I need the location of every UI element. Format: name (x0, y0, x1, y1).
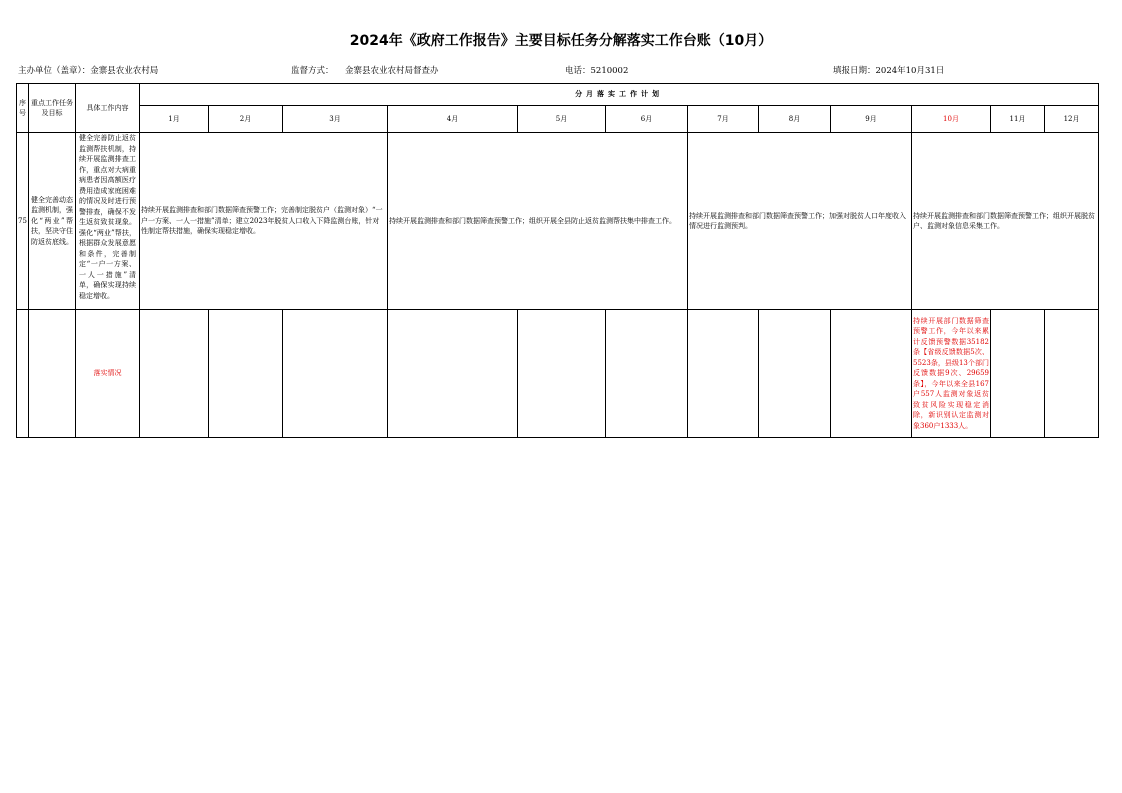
impl-empty (17, 310, 29, 438)
month-header-row (17, 106, 1099, 133)
impl-month-cell (688, 310, 759, 438)
plan-q3-cell (688, 133, 912, 310)
implementation-row (17, 310, 1099, 438)
report-date: 填报日期：2024年10月31日 (833, 66, 945, 76)
page-title: 2024年《政府工作报告》主要目标任务分解落实工作台账（10月） (349, 33, 773, 49)
month-header: 2月 (209, 106, 283, 133)
plan-q3: 持续开展监测排查和部门数据筛查预警工作；加强对脱贫人口年度收入情况进行监测预判。 (689, 211, 906, 230)
month-header-active: 10月 (912, 106, 991, 133)
header-key-task: 重点工作任务及目标 (29, 84, 76, 133)
month-header: 5月 (518, 106, 606, 133)
impl-empty (29, 310, 76, 438)
impl-month-cell (831, 310, 912, 438)
row-key-task-cell (29, 133, 76, 310)
month-header: 6月 (606, 106, 688, 133)
supervision-value: 金寨县农业农村局督查办 (345, 66, 439, 76)
month-header: 9月 (831, 106, 912, 133)
task-ledger-table (16, 83, 1099, 438)
plan-q1-cell (140, 133, 388, 310)
impl-month-cell (283, 310, 388, 438)
impl-month-cell (518, 310, 606, 438)
row-key-task: 健全完善动态监测机制，强化“两业”帮扶，坚决守住防返贫底线。 (31, 195, 73, 246)
impl-month-cell (209, 310, 283, 438)
organizer-label: 主办单位（盖章）：金寨县农业农村局 (18, 66, 159, 76)
month-header: 8月 (759, 106, 831, 133)
table-row (17, 133, 1099, 310)
plan-q1: 持续开展监测排查和部门数据筛查预警工作；完善制定脱贫户（监测对象）“一户一方案、一人一措施”清单；建立2023年脱贫人口收入下降监测台账，针对性制定帮扶措施，确保实现稳定增收。 (141, 206, 383, 236)
plan-q4: 持续开展监测排查和部门数据筛查预警工作；组织开展脱贫户、监测对象信息采集工作。 (913, 211, 1095, 230)
impl-month-cell (991, 310, 1045, 438)
header-content: 具体工作内容 (76, 84, 140, 133)
implementation-label: 落实情况 (76, 310, 140, 438)
phone-label: 电话：5210002 (565, 66, 629, 76)
impl-month-cell (606, 310, 688, 438)
supervision-label: 监督方式： (291, 66, 334, 76)
header-seq: 序号 (17, 84, 29, 133)
row-seq: 75 (17, 133, 29, 310)
implementation-october: 持续开展部门数据筛查预警工作，今年以来累计反馈预警数据35182条【省级反馈数据5次、5523条，县级13个部门反馈数据9次、29659条】，今年以来全县167户557人监测对象返贫致贫风险实现稳定消除，新识别认定监测对象360户1333人。 (913, 316, 989, 430)
impl-month-cell (388, 310, 518, 438)
plan-q2: 持续开展监测排查和部门数据筛查预警工作；组织开展全县防止返贫监测帮扶集中排查工作。 (389, 216, 676, 225)
impl-october-cell (912, 310, 991, 438)
impl-month-cell (1045, 310, 1099, 438)
row-content-cell (76, 133, 140, 310)
header-monthly-plan: 分月落实工作计划 (140, 84, 1099, 106)
month-header: 3月 (283, 106, 388, 133)
month-header: 7月 (688, 106, 759, 133)
table-header-row (17, 84, 1099, 106)
month-header: 11月 (991, 106, 1045, 133)
impl-month-cell (140, 310, 209, 438)
row-content: 健全完善防止返贫监测帮扶机制，持续开展监测排查工作，重点对大病重病患者因高额医疗费用造成家庭困难的情况及时进行预警排查，确保不发生返贫致贫现象。强化“两业”帮扶，根据群众发展意愿和条件，完善制定“一户一方案、一人一措施”清单，确保实现持续稳定增收。 (79, 134, 136, 300)
month-header: 1月 (140, 106, 209, 133)
plan-q4-cell (912, 133, 1099, 310)
month-header: 12月 (1045, 106, 1099, 133)
impl-month-cell (759, 310, 831, 438)
plan-q2-cell (388, 133, 688, 310)
month-header: 4月 (388, 106, 518, 133)
